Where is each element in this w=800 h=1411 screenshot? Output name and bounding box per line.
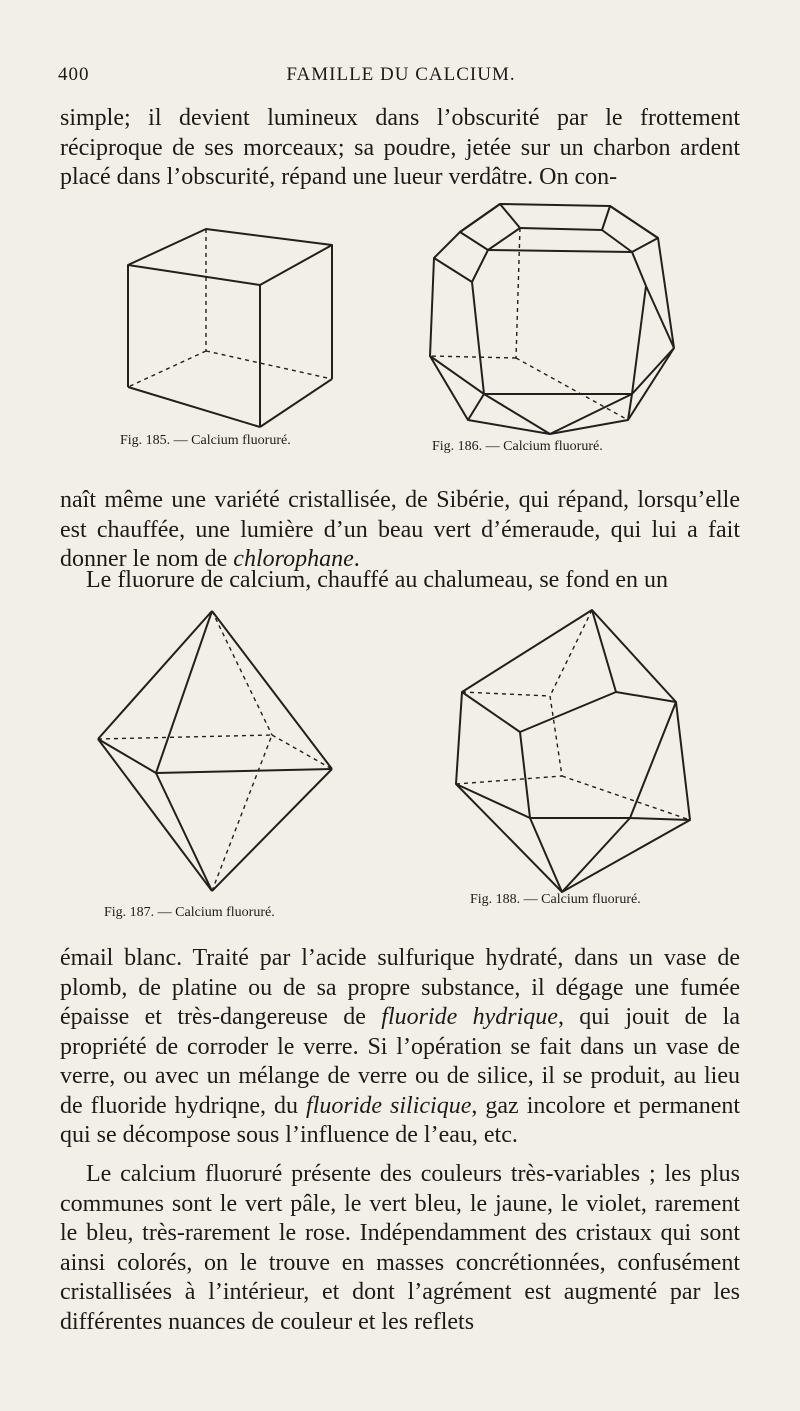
figure-186-caption: Fig. 186. — Calcium fluoruré. [432, 439, 603, 454]
paragraph-4 [60, 944, 740, 1151]
figure-187-caption: Fig. 187. — Calcium fluoruré. [104, 905, 275, 920]
figure-188-caption: Fig. 188. — Calcium fluoruré. [470, 892, 641, 907]
paragraph-2-text: naît même une variété cristallisée, de Sibérie, qui répand, lorsqu’elle est chauffée, une lumière d’un beau vert d’émeraude, qui lui a fait donner le nom de [60, 487, 740, 572]
paragraph-1-text: simple; il devient lumineux dans l’obscurité par le frottement réciproque de ses morceaux; sa poudre, jetée sur un charbon ardent placé dans l’obscurité, répand une lueur verdâtre. On con- [60, 105, 740, 190]
paragraph-4-text-a: émail blanc. Traité par l’acide sulfurique hydraté, dans un vase de plomb, de platine ou de sa propre substance, il dégage une fumée épaisse et très-dangereuse de [60, 945, 740, 1030]
page-number: 400 [58, 64, 90, 85]
fluoride-hydrique-term: fluoride hydrique [381, 1004, 558, 1030]
chlorophane-term: chlorophane [233, 546, 354, 572]
running-title: FAMILLE DU CALCIUM. [286, 64, 516, 85]
paragraph-3 [60, 566, 740, 596]
paragraph-3-text: Le fluorure de calcium, chauffé au chalumeau, se fond en un [86, 567, 668, 593]
paragraph-5-text: Le calcium fluoruré présente des couleurs très-variables ; les plus communes sont le vert pâle, le vert bleu, le jaune, le violet, rarement le bleu, très-rarement le rose. Indépendamment des cristaux qui sont ainsi colorés, on le trouve en masses concrétionnées, confusément cristallisées à l’intérieur, et dont l’agrément est augmenté par les différentes nuances de couleur et les reflets [60, 1161, 740, 1335]
figure-185 [100, 215, 360, 430]
figure-185-cube-drawing [100, 215, 360, 430]
figure-187 [92, 605, 342, 900]
figure-186 [420, 198, 680, 438]
paragraph-1 [60, 104, 740, 193]
running-header [58, 64, 744, 92]
figure-188 [450, 606, 700, 896]
paragraph-5 [60, 1160, 740, 1337]
figure-188-dodecahedron-drawing [450, 606, 700, 896]
fluoride-silicique-term: fluoride silicique [306, 1092, 472, 1119]
figure-185-caption: Fig. 185. — Calcium fluoruré. [120, 433, 291, 448]
paragraph-4-text-c: , gaz incolore et permanent qui se décompose sous l’influence de l’eau, etc. [60, 1092, 741, 1148]
figure-186-crystal-drawing [420, 198, 680, 438]
paragraph-2 [60, 486, 740, 575]
paragraph-2-end: . [353, 546, 360, 572]
figure-187-octahedron-drawing [92, 605, 342, 900]
paragraph-4-text-b: , qui jouit de la propriété de corroder le verre. Si l’opération se fait dans un vase de verre, ou avec un mélange de verre ou de silice, il se produit, au lieu de fluoride hydriqne, du [60, 1004, 741, 1119]
